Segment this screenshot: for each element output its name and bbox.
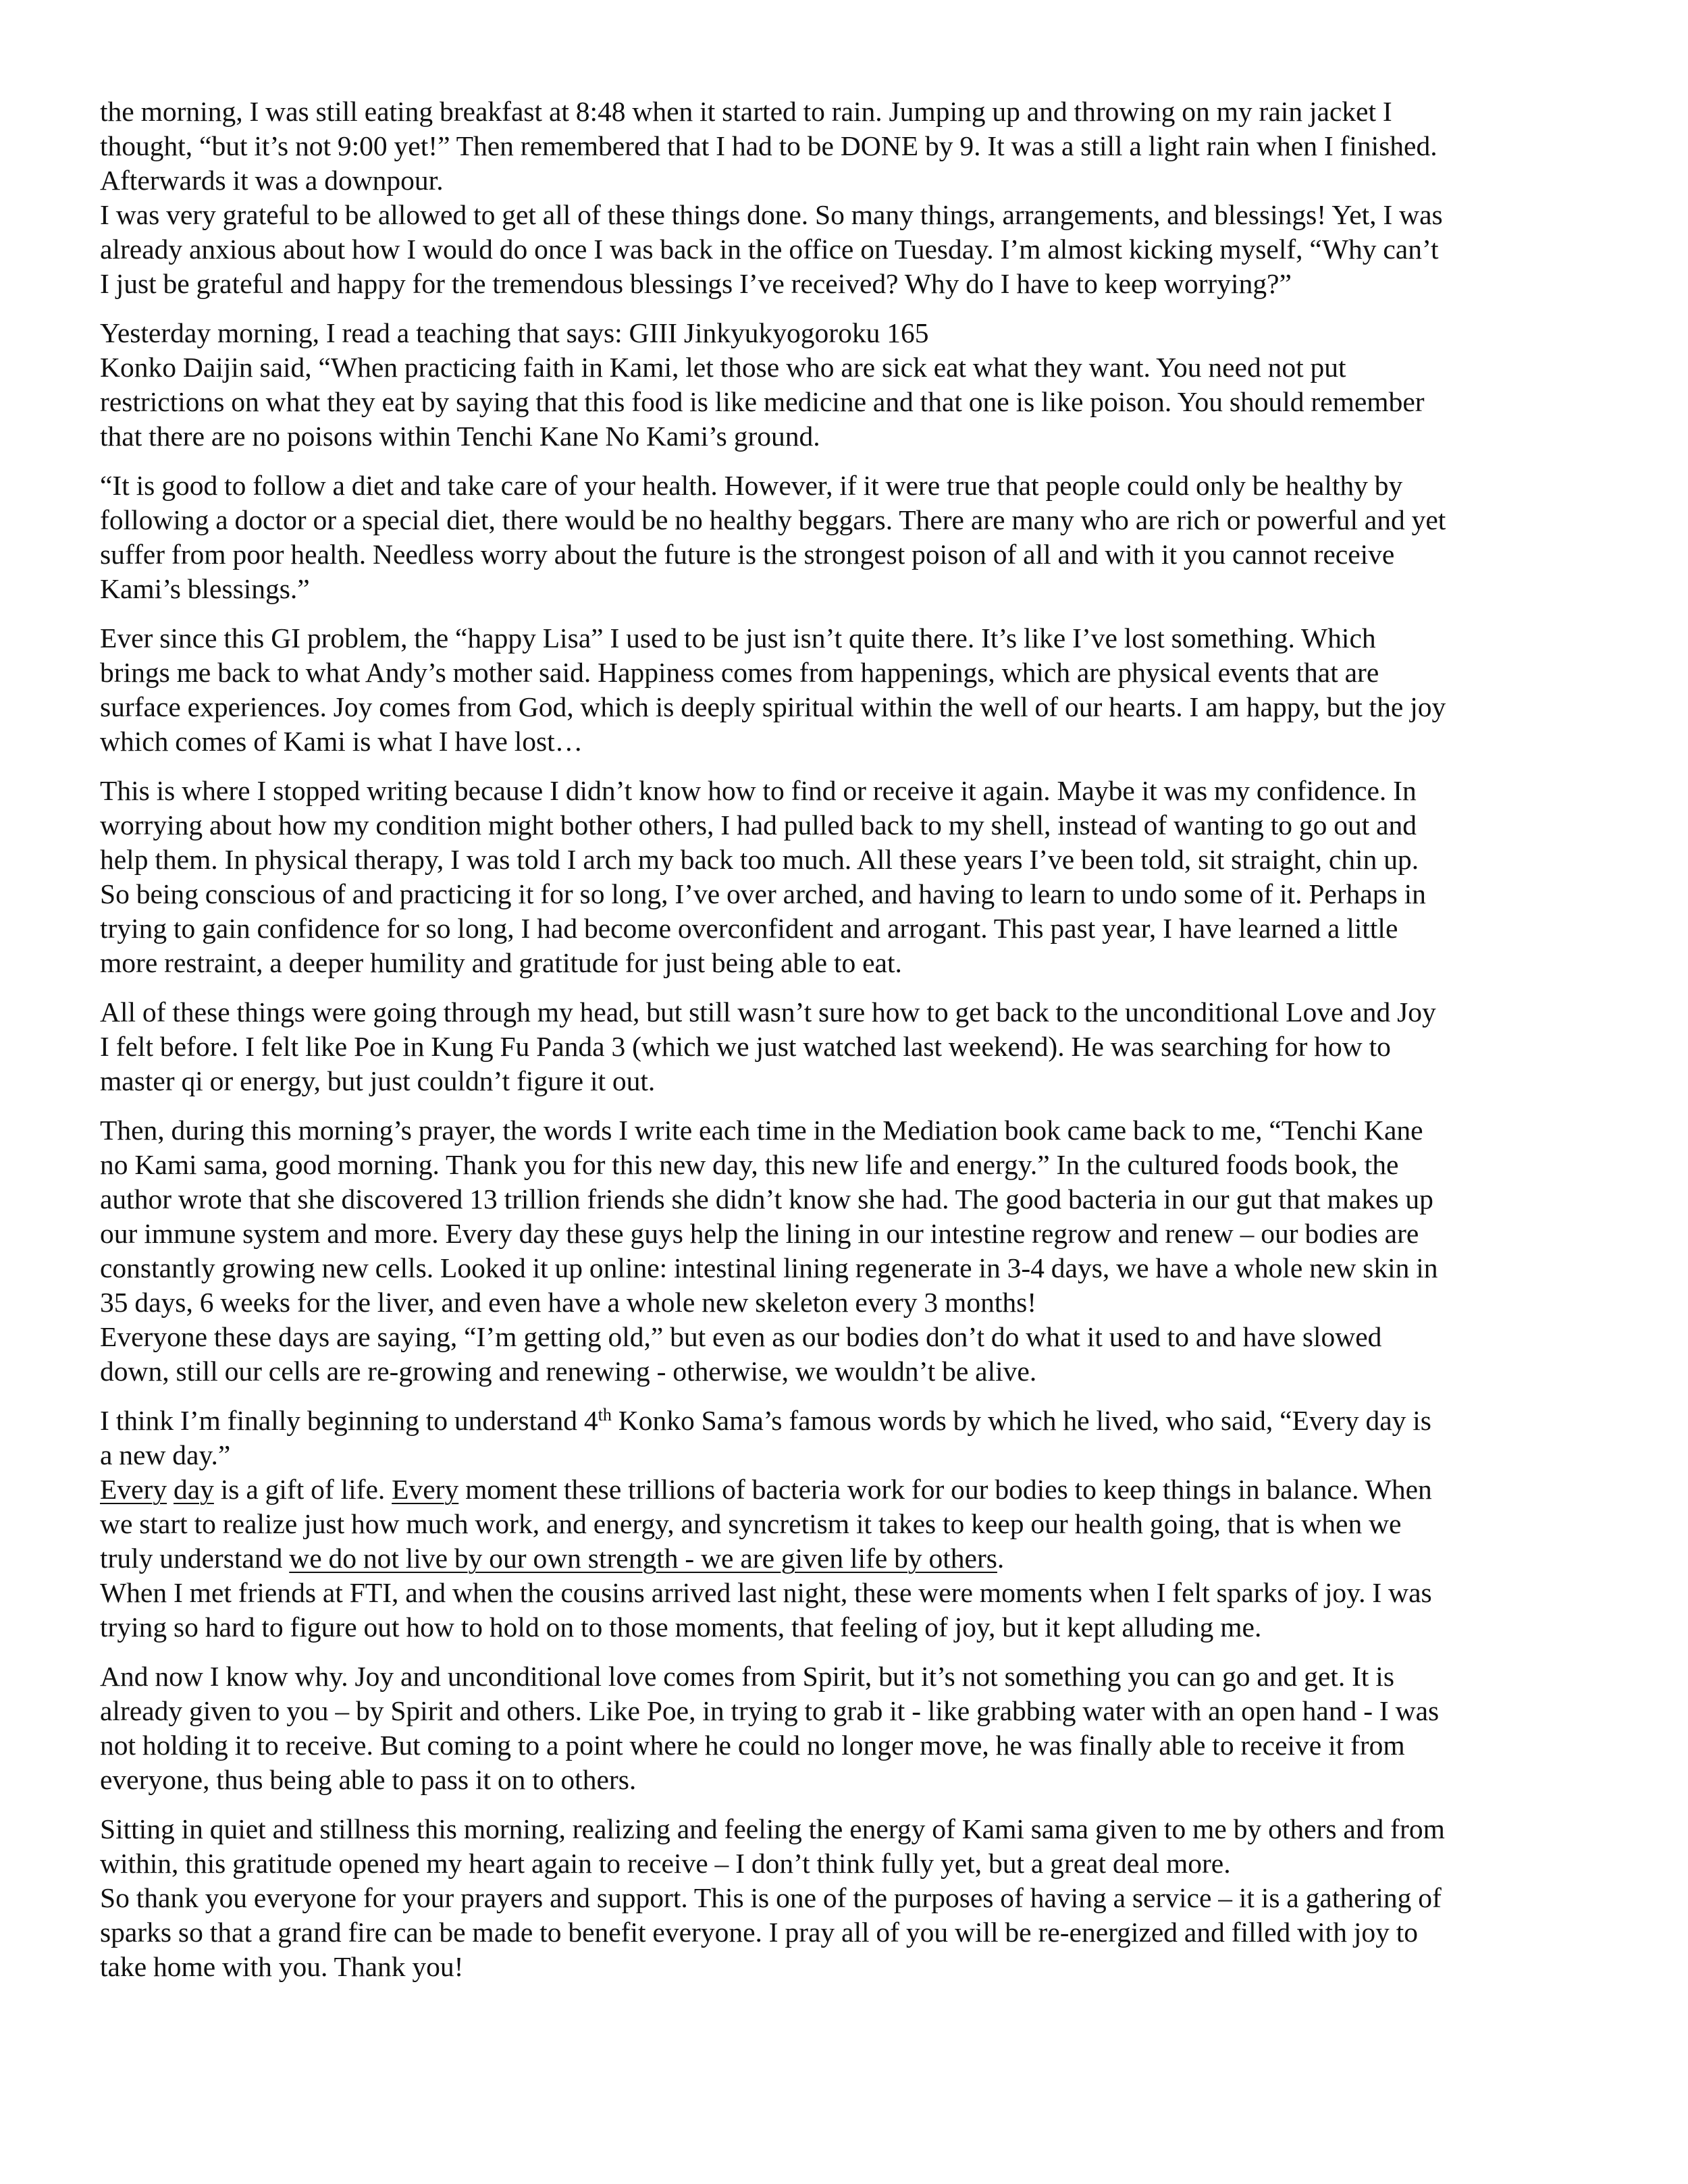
paragraph-rain-morning <box>100 95 1599 301</box>
paragraph-thank-you <box>100 1812 1599 1984</box>
text-line: the morning, I was still eating breakfast at 8:48 when it started to rain. Jumping up and throwing on my rain jacket I <box>100 96 1392 127</box>
text-line: “It is good to follow a diet and take care of your health. However, if it were true that people could only be healthy by <box>100 470 1403 501</box>
text-line: So thank you everyone for your prayers and support. This is one of the purposes of having a service – it is a gathering of <box>100 1882 1442 1913</box>
text-line: Afterwards it was a downpour. <box>100 165 444 196</box>
text-line: Konko Daijin said, “When practicing faith in Kami, let those who are sick eat what they want. You need not put <box>100 352 1346 383</box>
text-line: a new day.” <box>100 1439 231 1470</box>
paragraph-teaching <box>100 316 1599 454</box>
text-line: we start to realize just how much work, and energy, and syncretism it takes to keep our health going, that is when we <box>100 1508 1402 1539</box>
text-line <box>100 1541 1599 1576</box>
text-line: brings me back to what Andy’s mother said. Happiness comes from happenings, which are physical events that are <box>100 657 1379 688</box>
text-line: already anxious about how I would do once I was back in the office on Tuesday. I’m almost kicking myself, “Why can’t <box>100 234 1439 265</box>
text-line: worrying about how my condition might bother others, I had pulled back to my shell, instead of wanting to go out and <box>100 809 1417 841</box>
text-line: Everyone these days are saying, “I’m getting old,” but even as our bodies don’t do what it used to and have slowed <box>100 1321 1382 1352</box>
text-line: following a doctor or a special diet, there would be no healthy beggars. There are many who are rich or powerful and yet <box>100 504 1446 535</box>
text-line: already given to you – by Spirit and others. Like Poe, in trying to grab it - like grabbing water with an open hand - I was <box>100 1695 1440 1726</box>
text-line: thought, “but it’s not 9:00 yet!” Then remembered that I had to be DONE by 9. It was a still a light rain when I finished. <box>100 130 1438 161</box>
paragraph-kung-fu-panda <box>100 995 1599 1098</box>
text-line: trying so hard to figure out how to hold on to those moments, that feeling of joy, but it kept alluding me. <box>100 1612 1262 1643</box>
underlined-phrase: we do not live by our own strength - we are given life by others <box>289 1543 997 1574</box>
underlined-word: Every <box>100 1474 167 1505</box>
paragraph-diet-quote <box>100 469 1599 606</box>
document-body <box>100 95 1599 1999</box>
text-line: Then, during this morning’s prayer, the words I write each time in the Mediation book came back to me, “Tenchi Kane <box>100 1115 1423 1146</box>
text-line: down, still our cells are re-growing and renewing - otherwise, we wouldn’t be alive. <box>100 1356 1037 1387</box>
ordinal-superscript: th <box>598 1405 612 1424</box>
text-line: I felt before. I felt like Poe in Kung Fu Panda 3 (which we just watched last weekend). He was searching for how to <box>100 1031 1391 1062</box>
text-line: When I met friends at FTI, and when the cousins arrived last night, these were moments when I felt sparks of joy. I was <box>100 1577 1432 1608</box>
text-line <box>100 1404 1599 1438</box>
underlined-word: day <box>173 1474 214 1505</box>
paragraph-happy-lisa <box>100 621 1599 759</box>
text-line: sparks so that a grand fire can be made to benefit everyone. I pray all of you will be re-energized and filled with joy to <box>100 1917 1419 1948</box>
text-run: is a gift of life. <box>213 1474 392 1505</box>
text-line: Kami’s blessings.” <box>100 573 310 604</box>
text-line: not holding it to receive. But coming to a point where he could no longer move, he was finally able to receive it from <box>100 1730 1405 1761</box>
text-line: take home with you. Thank you! <box>100 1951 464 1982</box>
paragraph-now-i-know <box>100 1659 1599 1797</box>
text-line: that there are no poisons within Tenchi Kane No Kami’s ground. <box>100 421 820 452</box>
text-line <box>100 1472 1599 1507</box>
text-line: author wrote that she discovered 13 trillion friends she didn’t know she had. The good bacteria in our gut that makes up <box>100 1183 1433 1215</box>
text-line: surface experiences. Joy comes from God, which is deeply spiritual within the well of our hearts. I am happy, but the joy <box>100 691 1446 722</box>
paragraph-every-day <box>100 1404 1599 1645</box>
paragraph-morning-prayer <box>100 1113 1599 1389</box>
text-line: trying to gain confidence for so long, I had become overconfident and arrogant. This past year, I have learned a little <box>100 913 1398 944</box>
text-line: more restraint, a deeper humility and gratitude for just being able to eat. <box>100 947 902 978</box>
paragraph-stopped-writing <box>100 774 1599 980</box>
text-line: And now I know why. Joy and unconditional love comes from Spirit, but it’s not something you can go and get. It is <box>100 1661 1394 1692</box>
text-line: I just be grateful and happy for the tremendous blessings I’ve received? Why do I have to keep worrying?” <box>100 268 1292 299</box>
text-line: master qi or energy, but just couldn’t figure it out. <box>100 1065 656 1096</box>
text-line: constantly growing new cells. Looked it up online: intestinal lining regenerate in 3-4 days, we have a whole new skin in <box>100 1252 1438 1283</box>
text-run: truly understand <box>100 1543 290 1574</box>
text-line: help them. In physical therapy, I was told I arch my back too much. All these years I’ve been told, sit straight, chin up. <box>100 844 1419 875</box>
text-line: no Kami sama, good morning. Thank you for this new day, this new life and energy.” In the cultured foods book, the <box>100 1149 1399 1180</box>
text-line: Ever since this GI problem, the “happy Lisa” I used to be just isn’t quite there. It’s like I’ve lost something. Which <box>100 622 1376 654</box>
text-run: I think I’m finally beginning to understand 4 <box>100 1405 598 1436</box>
text-line: restrictions on what they eat by saying that this food is like medicine and that one is like poison. You should remember <box>100 386 1425 417</box>
text-line: Sitting in quiet and stillness this morning, realizing and feeling the energy of Kami sama given to me by others and from <box>100 1813 1445 1844</box>
text-run: moment these trillions of bacteria work for our bodies to keep things in balance. When <box>458 1474 1432 1505</box>
text-line: everyone, thus being able to pass it on to others. <box>100 1764 637 1795</box>
text-run: Konko Sama’s famous words by which he lived, who said, “Every day is <box>611 1405 1431 1436</box>
text-line: This is where I stopped writing because I didn’t know how to find or receive it again. Maybe it was my confidence. In <box>100 775 1417 806</box>
text-line: which comes of Kami is what I have lost… <box>100 726 583 757</box>
underlined-word: Every <box>392 1474 459 1505</box>
text-line: Yesterday morning, I read a teaching that says: GIII Jinkyukyogoroku 165 <box>100 317 929 348</box>
text-line: suffer from poor health. Needless worry about the future is the strongest poison of all and with it you cannot receive <box>100 539 1395 570</box>
text-line: I was very grateful to be allowed to get all of these things done. So many things, arrangements, and blessings! Yet, I was <box>100 199 1443 230</box>
text-run: . <box>997 1543 1005 1574</box>
text-line: 35 days, 6 weeks for the liver, and even have a whole new skeleton every 3 months! <box>100 1287 1037 1318</box>
text-line: within, this gratitude opened my heart again to receive – I don’t think fully yet, but a great deal more. <box>100 1848 1231 1879</box>
text-line: All of these things were going through my head, but still wasn’t sure how to get back to the unconditional Love and Joy <box>100 996 1436 1028</box>
text-line: So being conscious of and practicing it for so long, I’ve over arched, and having to learn to undo some of it. Perhaps in <box>100 878 1426 909</box>
text-line: our immune system and more. Every day these guys help the lining in our intestine regrow and renew – our bodies are <box>100 1218 1419 1249</box>
